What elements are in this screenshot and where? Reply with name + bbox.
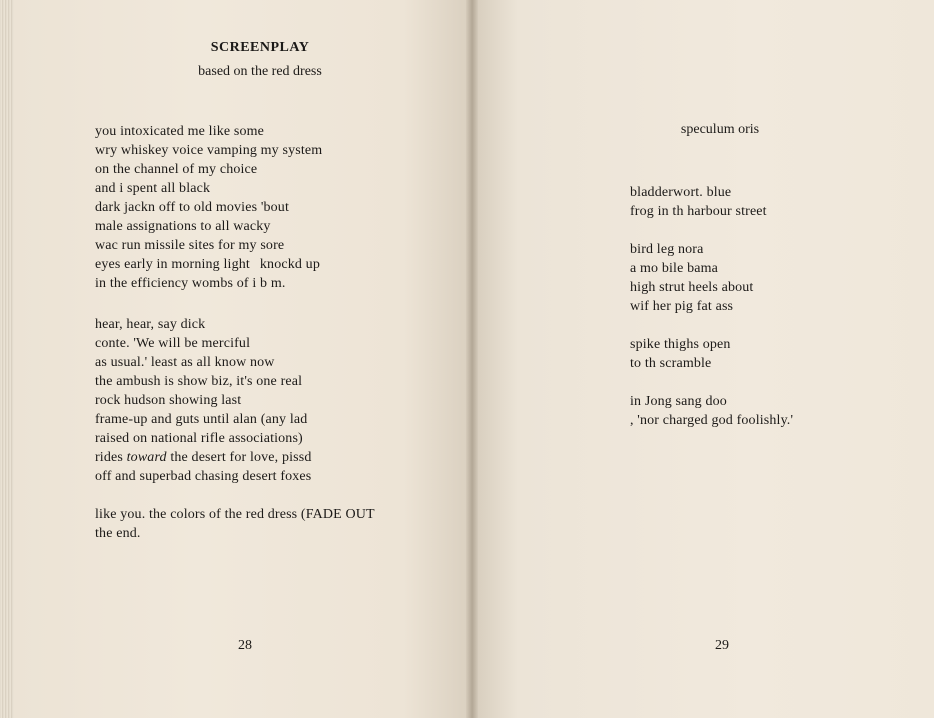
poem-line: raised on national rifle associations)	[95, 431, 303, 446]
poem-line: frog in th harbour street	[630, 204, 767, 219]
poem-line: in Jong sang doo	[630, 394, 727, 409]
poem-line	[95, 448, 312, 467]
poem-line-part: the desert for love, pissd	[170, 450, 312, 465]
poem-line: you intoxicated me like some	[95, 124, 265, 139]
poem-line: to th scramble	[630, 356, 712, 371]
right-stanza-2	[630, 240, 753, 316]
poem-line: off and superbad chasing desert foxes	[95, 469, 312, 484]
poem-line: as usual.' least as all know now	[95, 355, 275, 370]
poem-title: SCREENPLAY	[210, 40, 310, 55]
right-stanza-4	[630, 392, 793, 430]
book-gutter	[466, 0, 478, 718]
poem-line: bird leg nora	[630, 242, 704, 257]
poem-line: , 'nor charged god foolishly.'	[630, 413, 794, 428]
poem-line	[95, 255, 322, 274]
right-stanza-1	[630, 183, 767, 221]
poem-line: wry whiskey voice vamping my system	[95, 143, 323, 158]
poem-line: and i spent all black	[95, 181, 211, 196]
poem-line: high strut heels about	[630, 280, 754, 295]
poem-line: like you. the colors of the red dress (FADE OUT	[95, 507, 375, 522]
poem-line: hear, hear, say dick	[95, 317, 206, 332]
poem-line: a mo bile bama	[630, 261, 719, 276]
poem-line: wif her pig fat ass	[630, 299, 734, 314]
poem-line-part: rides	[95, 450, 123, 465]
poem-line-part: eyes early in morning light	[95, 257, 250, 272]
poem-line: on the channel of my choice	[95, 162, 258, 177]
poem-subtitle: based on the red dress	[198, 64, 322, 79]
page-number-right: 29	[715, 638, 729, 653]
italic-word: toward	[126, 450, 167, 465]
poem-line: dark jackn off to old movies 'bout	[95, 200, 289, 215]
poem-line: the end.	[95, 526, 141, 541]
poem-line: frame-up and guts until alan (any lad	[95, 412, 308, 427]
right-stanza-3	[630, 335, 731, 373]
poem-line: in the efficiency wombs of i b m.	[95, 276, 286, 291]
stanza-1	[95, 122, 322, 293]
poem-line: spike thighs open	[630, 337, 731, 352]
poem-line: rock hudson showing last	[95, 393, 242, 408]
poem-line: bladderwort. blue	[630, 185, 732, 200]
poem-line: conte. 'We will be merciful	[95, 336, 251, 351]
poem-line: the ambush is show biz, it's one real	[95, 374, 303, 389]
stanza-2	[95, 315, 312, 486]
poem-line: male assignations to all wacky	[95, 219, 271, 234]
poem-title-right: speculum oris	[680, 122, 760, 137]
page-number-left: 28	[238, 638, 252, 653]
poem-line: wac run missile sites for my sore	[95, 238, 285, 253]
poem-line-part: knockd up	[259, 257, 320, 272]
stanza-3	[95, 505, 375, 543]
